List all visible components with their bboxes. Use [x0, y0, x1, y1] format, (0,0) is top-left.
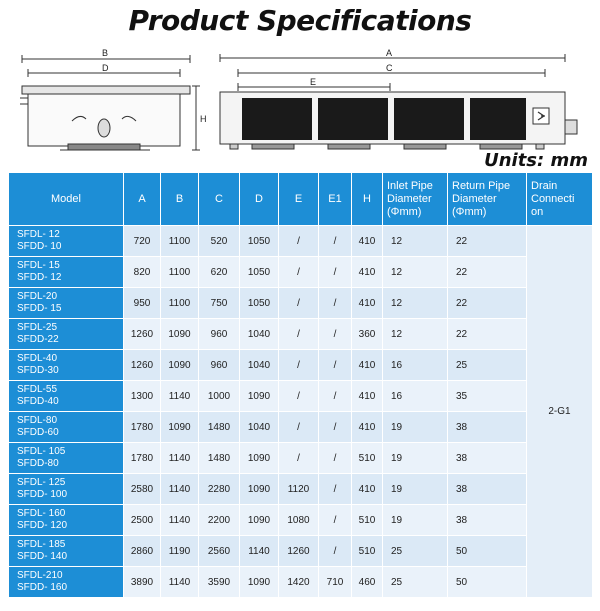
cell-c: 1480 — [199, 412, 240, 443]
cell-return: 50 — [448, 567, 527, 598]
dimension-drawing — [0, 46, 600, 166]
cell-h: 410 — [352, 381, 383, 412]
cell-a: 2580 — [124, 474, 161, 505]
cell-d: 1050 — [240, 226, 279, 257]
cell-return: 35 — [448, 381, 527, 412]
cell-inlet: 16 — [383, 381, 448, 412]
cell-e: / — [279, 350, 319, 381]
cell-inlet: 19 — [383, 505, 448, 536]
cell-d: 1040 — [240, 350, 279, 381]
model-cell — [9, 350, 124, 381]
table-row — [9, 474, 593, 505]
model-name: SFDL-25 — [17, 322, 58, 333]
model-name: SFDD- 140 — [17, 551, 68, 562]
cell-return: 38 — [448, 443, 527, 474]
model-cell — [9, 257, 124, 288]
model-name: SFDD-80 — [17, 458, 59, 469]
table-row — [9, 319, 593, 350]
cell-return: 22 — [448, 257, 527, 288]
model-name: SFDL- 125 — [17, 477, 66, 488]
cell-c: 3590 — [199, 567, 240, 598]
model-name: SFDD- 12 — [17, 272, 62, 283]
page-title: Product Specifications — [128, 4, 472, 37]
table-row — [9, 412, 593, 443]
header-inlet-line: Diameter — [387, 192, 432, 205]
model-name: SFDD- 10 — [17, 241, 62, 252]
cell-h: 410 — [352, 257, 383, 288]
model-name: SFDL- 15 — [17, 260, 60, 271]
cell-e: 1080 — [279, 505, 319, 536]
model-cell — [9, 474, 124, 505]
table-row — [9, 257, 593, 288]
cell-a: 3890 — [124, 567, 161, 598]
header-e1: E1 — [319, 173, 352, 226]
model-name: SFDL- 12 — [17, 229, 60, 240]
cell-inlet: 12 — [383, 319, 448, 350]
dim-label-e: E — [310, 77, 317, 87]
cell-e: / — [279, 412, 319, 443]
cell-e1: / — [319, 350, 352, 381]
model-name: SFDD- 120 — [17, 520, 68, 531]
cell-b: 1140 — [161, 567, 199, 598]
cell-inlet: 12 — [383, 288, 448, 319]
cell-return: 38 — [448, 412, 527, 443]
cell-inlet: 25 — [383, 567, 448, 598]
cell-h: 510 — [352, 505, 383, 536]
cell-d: 1090 — [240, 381, 279, 412]
cell-h: 510 — [352, 536, 383, 567]
header-drain-line: Drain — [531, 179, 558, 192]
model-cell — [9, 505, 124, 536]
cell-inlet: 12 — [383, 226, 448, 257]
header-drain-line: on — [531, 205, 544, 218]
cell-d: 1050 — [240, 288, 279, 319]
header-inlet-line: Inlet Pipe — [387, 179, 433, 192]
cell-e: / — [279, 257, 319, 288]
cell-e1: / — [319, 288, 352, 319]
cell-c: 2560 — [199, 536, 240, 567]
header-e: E — [279, 173, 319, 226]
cell-inlet: 25 — [383, 536, 448, 567]
cell-e: 1420 — [279, 567, 319, 598]
cell-b: 1100 — [161, 226, 199, 257]
header-return-pipe — [448, 173, 527, 226]
cell-inlet: 16 — [383, 350, 448, 381]
cell-e: 1120 — [279, 474, 319, 505]
cell-a: 950 — [124, 288, 161, 319]
cell-return: 22 — [448, 319, 527, 350]
model-cell — [9, 443, 124, 474]
header-model: Model — [9, 173, 124, 226]
fan-brackets — [230, 144, 544, 149]
cell-h: 410 — [352, 412, 383, 443]
model-name: SFDD-60 — [17, 427, 59, 438]
model-cell — [9, 567, 124, 598]
model-cell — [9, 288, 124, 319]
table-row — [9, 505, 593, 536]
table-row — [9, 567, 593, 598]
cell-b: 1140 — [161, 505, 199, 536]
model-name: SFDD-22 — [17, 334, 59, 345]
header-return-line: Diameter — [452, 192, 497, 205]
cell-e1: / — [319, 381, 352, 412]
header-drain-connection — [527, 173, 593, 226]
dim-label-b: B — [102, 48, 109, 58]
cell-b: 1090 — [161, 350, 199, 381]
dim-label-c: C — [386, 63, 393, 73]
cell-e1: / — [319, 536, 352, 567]
specifications-table — [8, 172, 593, 598]
cell-c: 1000 — [199, 381, 240, 412]
model-name: SFDD- 100 — [17, 489, 68, 500]
cell-e1: / — [319, 319, 352, 350]
dim-label-h: H — [200, 114, 207, 124]
table-row — [9, 288, 593, 319]
header-d: D — [240, 173, 279, 226]
cell-a: 1780 — [124, 443, 161, 474]
header-inlet-line: (Φmm) — [387, 205, 422, 218]
header-drain-line: Connecti — [531, 192, 575, 205]
cell-h: 410 — [352, 474, 383, 505]
cell-e: / — [279, 443, 319, 474]
model-cell — [9, 536, 124, 567]
cell-b: 1090 — [161, 412, 199, 443]
cell-b: 1190 — [161, 536, 199, 567]
cell-d: 1040 — [240, 412, 279, 443]
cell-e1: / — [319, 443, 352, 474]
cell-return: 22 — [448, 288, 527, 319]
cell-h: 410 — [352, 350, 383, 381]
model-name: SFDD-40 — [17, 396, 59, 407]
table-row — [9, 381, 593, 412]
cell-b: 1090 — [161, 319, 199, 350]
cell-return: 38 — [448, 505, 527, 536]
cell-e1: / — [319, 474, 352, 505]
model-name: SFDL-210 — [17, 570, 63, 581]
model-name: SFDL-80 — [17, 415, 58, 426]
cell-a: 1260 — [124, 350, 161, 381]
model-name: SFDD-30 — [17, 365, 59, 376]
cell-a: 1260 — [124, 319, 161, 350]
header-return-line: Return Pipe — [452, 179, 511, 192]
cell-h: 460 — [352, 567, 383, 598]
cell-d: 1050 — [240, 257, 279, 288]
model-cell — [9, 412, 124, 443]
header-return-line: (Φmm) — [452, 205, 487, 218]
cell-e1: / — [319, 226, 352, 257]
cell-return: 50 — [448, 536, 527, 567]
cell-e: / — [279, 381, 319, 412]
cell-h: 410 — [352, 288, 383, 319]
cell-e1: / — [319, 257, 352, 288]
cell-d: 1090 — [240, 443, 279, 474]
dim-label-a: A — [386, 48, 393, 58]
model-cell — [9, 319, 124, 350]
cell-c: 750 — [199, 288, 240, 319]
cell-b: 1140 — [161, 443, 199, 474]
cell-e1: / — [319, 505, 352, 536]
cell-d: 1040 — [240, 319, 279, 350]
side-view — [20, 55, 200, 150]
cell-b: 1100 — [161, 257, 199, 288]
cell-d: 1140 — [240, 536, 279, 567]
cell-a: 2860 — [124, 536, 161, 567]
units-label: Units: mm — [484, 150, 588, 171]
cell-c: 620 — [199, 257, 240, 288]
cell-d: 1090 — [240, 567, 279, 598]
cell-h: 510 — [352, 443, 383, 474]
cell-c: 2200 — [199, 505, 240, 536]
cell-return: 22 — [448, 226, 527, 257]
cell-c: 2280 — [199, 474, 240, 505]
model-name: SFDD- 15 — [17, 303, 62, 314]
dim-label-d: D — [102, 63, 109, 73]
coil-fins — [242, 98, 526, 140]
cell-e1: 710 — [319, 567, 352, 598]
header-a: A — [124, 173, 161, 226]
model-name: SFDL-55 — [17, 384, 58, 395]
cell-h: 410 — [352, 226, 383, 257]
cell-return: 38 — [448, 474, 527, 505]
model-cell — [9, 226, 124, 257]
cell-d: 1090 — [240, 505, 279, 536]
cell-e: / — [279, 319, 319, 350]
cell-a: 1780 — [124, 412, 161, 443]
cell-e: / — [279, 226, 319, 257]
cell-b: 1140 — [161, 474, 199, 505]
cell-c: 520 — [199, 226, 240, 257]
cell-inlet: 12 — [383, 257, 448, 288]
model-name: SFDD- 160 — [17, 582, 68, 593]
cell-c: 960 — [199, 350, 240, 381]
header-c: C — [199, 173, 240, 226]
cell-e1: / — [319, 412, 352, 443]
cell-a: 820 — [124, 257, 161, 288]
cell-h: 360 — [352, 319, 383, 350]
cell-inlet: 19 — [383, 443, 448, 474]
cell-e: / — [279, 288, 319, 319]
cell-b: 1140 — [161, 381, 199, 412]
model-name: SFDL- 160 — [17, 508, 66, 519]
header-h: H — [352, 173, 383, 226]
table-row — [9, 226, 593, 257]
cell-drain-connection: 2-G1 — [527, 226, 593, 598]
cell-a: 1300 — [124, 381, 161, 412]
cell-a: 720 — [124, 226, 161, 257]
cell-d: 1090 — [240, 474, 279, 505]
cell-c: 960 — [199, 319, 240, 350]
model-name: SFDL-40 — [17, 353, 58, 364]
cell-b: 1100 — [161, 288, 199, 319]
cell-inlet: 19 — [383, 474, 448, 505]
cell-a: 2500 — [124, 505, 161, 536]
cell-c: 1480 — [199, 443, 240, 474]
cell-e: 1260 — [279, 536, 319, 567]
table-header-row — [9, 173, 593, 226]
table-row — [9, 443, 593, 474]
table-row — [9, 350, 593, 381]
model-name: SFDL- 105 — [17, 446, 66, 457]
header-inlet-pipe — [383, 173, 448, 226]
cell-return: 25 — [448, 350, 527, 381]
model-name: SFDL-20 — [17, 291, 58, 302]
model-cell — [9, 381, 124, 412]
model-name: SFDL- 185 — [17, 539, 66, 550]
table-row — [9, 536, 593, 567]
header-b: B — [161, 173, 199, 226]
cell-inlet: 19 — [383, 412, 448, 443]
